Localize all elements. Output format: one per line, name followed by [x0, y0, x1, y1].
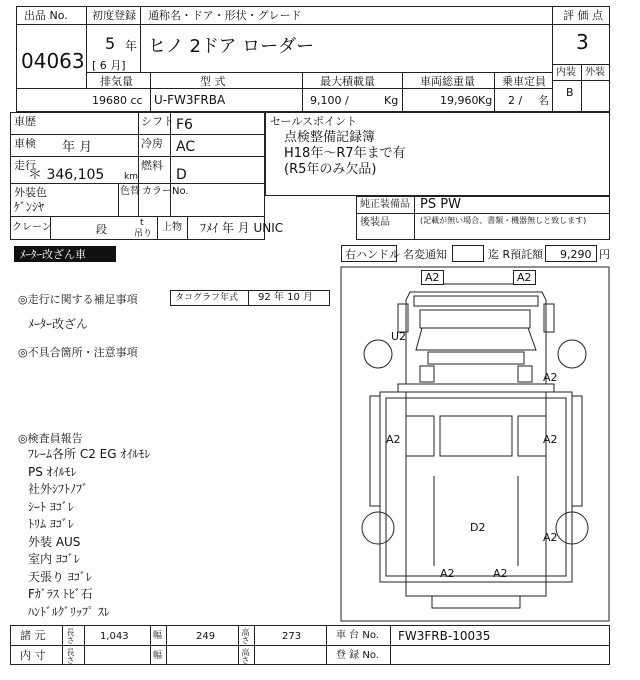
mark-a2-rear-left: A2 — [440, 567, 455, 580]
tacho-label: タコグラフ年式 — [175, 293, 239, 303]
tacho-value: 92 年 10 月 — [258, 292, 313, 303]
mark-a2-right-side-upper: A2 — [543, 371, 558, 384]
inspection-label: 車検 — [14, 137, 36, 150]
width-label: 幅 — [153, 631, 163, 641]
inspection-value: 年 月 — [62, 140, 93, 155]
inspector-label: ◎検査員報告 — [18, 432, 83, 445]
chassis-value: FW3FRB-10035 — [398, 629, 491, 643]
tampered-banner-text: ﾒｰﾀｰ改ざん車 — [20, 248, 86, 261]
equip-value: PS PW — [420, 197, 461, 212]
height-label-2: 高さ — [241, 648, 250, 664]
name-change-label: 名変通知 — [403, 248, 447, 261]
gross-weight-value: 19,960 — [440, 94, 479, 107]
spec-label: 諸 元 — [20, 629, 46, 642]
mark-a2-left-side: A2 — [386, 433, 401, 446]
crane-label: クレーン — [12, 222, 52, 233]
inspector-line: 天張り ﾖｺﾞﾚ — [28, 569, 92, 584]
mileage-label: 走行 — [14, 159, 36, 172]
length-label-2: 長さ — [66, 648, 75, 664]
inspector-line: 外装 AUS — [28, 534, 81, 549]
driving-notes-label: ◎走行に関する補足事項 — [18, 293, 138, 306]
equip-label: 純正装備品 — [360, 199, 410, 210]
displacement-label: 排気量 — [100, 75, 133, 88]
lot-label: 出品 No. — [24, 9, 68, 22]
color-no-label: カラーNo. — [142, 186, 189, 197]
height-label: 高さ — [241, 628, 250, 644]
gross-weight-label: 車両総重量 — [420, 75, 475, 88]
recycle-label: 迄 R預託額 — [488, 248, 544, 261]
inspector-line: ﾄﾘﾑ ﾖｺﾞﾚ — [28, 517, 74, 531]
aftermarket-note: (記載が無い場合、書類・機器無しと致します) — [420, 216, 587, 225]
fuel-label: 燃料 — [141, 159, 163, 172]
height-value: 273 — [282, 631, 302, 642]
ext-color-label: 外装色 — [14, 186, 47, 199]
mark-d2-bed: D2 — [470, 521, 486, 534]
width-value: 249 — [196, 631, 216, 642]
mileage-unit: km — [124, 172, 138, 182]
year-value: 5 — [105, 34, 116, 53]
driving-note: ﾒｰﾀｰ改ざん — [28, 317, 89, 331]
score-label: 評 価 点 — [563, 9, 603, 22]
mark-a2-right-rear: A2 — [543, 531, 558, 544]
interior-grade-label: 内装 — [556, 67, 576, 78]
vehicle-name: ヒノ 2ドア ローダー — [148, 36, 315, 57]
vehicle-diagram — [340, 266, 610, 622]
score-value: 3 — [576, 30, 589, 54]
sales-point-label: セールスポイント — [270, 115, 358, 128]
ac-label: 冷房 — [141, 137, 163, 150]
mark-a2-front-left: A2 — [421, 270, 444, 285]
ext-color-value: ｹﾞﾝｼﾔ — [14, 200, 45, 214]
interior-dim-label: 内 寸 — [20, 649, 46, 662]
gross-weight-unit: Kg — [478, 94, 493, 107]
max-load-unit: Kg — [384, 94, 399, 107]
inspector-line: ｼｰﾄ ﾖｺﾞﾚ — [28, 499, 74, 514]
defects-label: ◎不具合箇所・注意事項 — [18, 346, 138, 359]
length-label: 長さ — [66, 628, 75, 644]
chassis-label: 車 台 No. — [336, 630, 379, 641]
inspector-line: ﾊﾝﾄﾞﾙｸﾞﾘｯﾌﾟ ｽﾚ — [28, 604, 110, 619]
recycle-value: 9,290 — [560, 248, 592, 261]
name-change-box — [452, 245, 484, 262]
mark-a2-front-right: A2 — [513, 270, 536, 285]
rhd-label: 右ハンドル — [345, 248, 400, 261]
max-load-value: 9,100 / — [310, 94, 349, 107]
crane-dan: 段 — [96, 223, 107, 236]
jodai-value: ﾌﾒｲ 年 月 UNIC — [200, 221, 284, 235]
capacity-unit: 名 — [538, 94, 549, 107]
year-unit: 年 — [125, 39, 138, 53]
shift-label: シフト — [141, 115, 174, 128]
ac-value: AC — [176, 139, 196, 155]
capacity-label: 乗車定員 — [502, 75, 546, 88]
mark-u2-cab: U2 — [391, 330, 407, 343]
crane-tsuri: 吊り — [134, 229, 153, 239]
crane-t: t — [140, 218, 144, 228]
mileage-value: ＊ 346,105 — [28, 167, 105, 183]
exterior-grade-label: 外装 — [585, 67, 605, 78]
capacity-value: 2 / — [508, 94, 523, 107]
aftermarket-label: 後装品 — [360, 217, 390, 228]
first-reg-label: 初度登録 — [92, 9, 136, 22]
sales-point-line-2: H18年～R7年まで有 — [284, 146, 406, 161]
shift-value: F6 — [176, 117, 193, 133]
mark-a2-rear-right: A2 — [493, 567, 508, 580]
jodai-label: 上物 — [162, 222, 182, 233]
lot-number: 04063 — [21, 49, 85, 73]
sales-point-line-1: 点検整備記録簿 — [284, 130, 376, 145]
displacement-value: 19680 cc — [92, 94, 143, 107]
inspector-line: ﾌﾚｰﾑ各所 C2 EG ｵｲﾙﾓﾚ — [28, 447, 151, 461]
fuel-value: D — [176, 167, 187, 183]
length-value: 1,043 — [100, 631, 129, 642]
model-value: U-FW3FRBA — [154, 93, 226, 107]
model-label: 型 式 — [200, 75, 226, 88]
inspector-line: 室内 ﾖｺﾞﾚ — [28, 552, 80, 566]
recycle-unit: 円 — [599, 248, 610, 261]
color-swap-label: 色替 — [120, 186, 140, 197]
sales-point-line-3: (R5年のみ欠品) — [284, 162, 377, 177]
interior-grade: B — [566, 86, 574, 99]
reg-label: 登 録 No. — [336, 650, 379, 661]
mark-a2-right-side: A2 — [543, 433, 558, 446]
width-label-2: 幅 — [153, 651, 163, 661]
inspector-line: 社外ｼﾌﾄﾉﾌﾞ — [28, 482, 89, 496]
inspector-line: PS ｵｲﾙﾓﾚ — [28, 464, 77, 479]
max-load-label: 最大積載量 — [320, 75, 375, 88]
grade-label: 通称名・ドア・形状・グレード — [148, 9, 302, 22]
first-reg-month: [ 6 月] — [92, 59, 126, 72]
inspector-line: Fｶﾞﾗｽ ﾄﾋﾞ石 — [28, 587, 93, 601]
history-label: 車歴 — [14, 115, 36, 128]
